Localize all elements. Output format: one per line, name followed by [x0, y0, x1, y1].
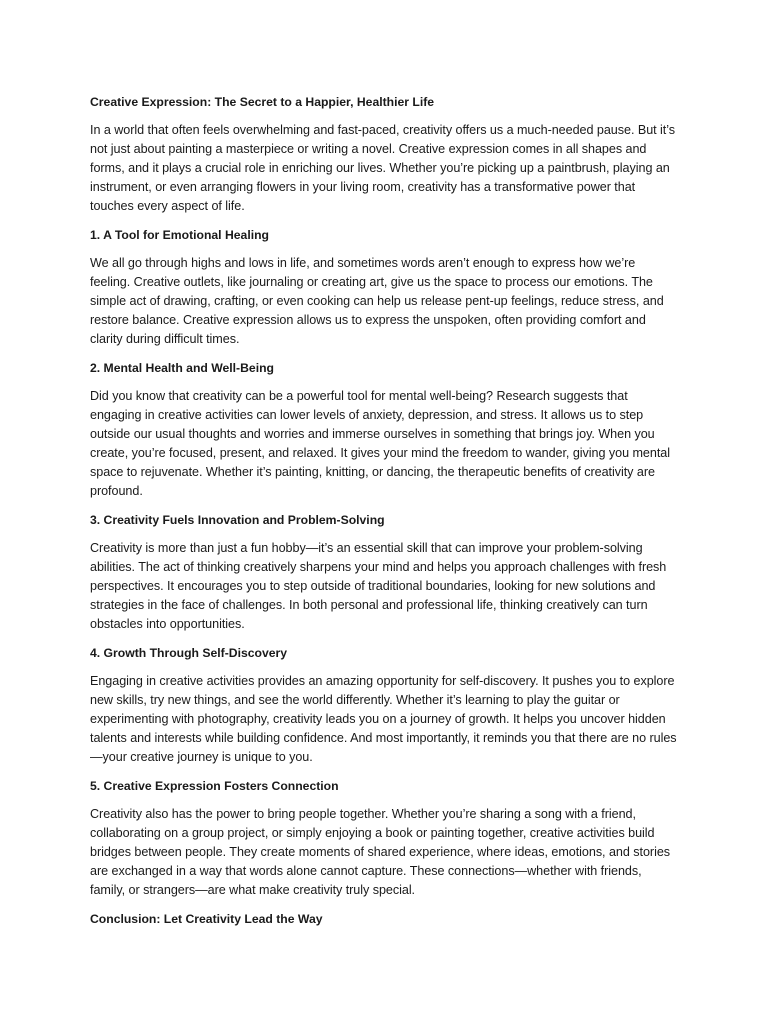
section-body-connection: Creativity also has the power to bring people together. Whether you’re sharing a song with a friend, collaborating on a group project, or simply enjoying a book or painting together, creative activities build bridges between people. They create moments of shared experience, where ideas, emotions, and stories are exchanged in a way that words alone cannot capture. These connections—whether with friends, family, or strangers—are what make creativity truly special.: [90, 807, 671, 897]
section-heading-self-discovery: 4. Growth Through Self-Discovery: [90, 646, 288, 660]
section-body-self-discovery: Engaging in creative activities provides an amazing opportunity for self-discovery. It pushes you to explore new skills, try new things, and see the world differently. Whether it’s learning to play the guitar or experimenting with photography, creativity leads you on a journey of growth. It helps you uncover hidden talents and interests while building confidence. And most importantly, it reminds you that there are no rules—your creative journey is unique to you.: [90, 674, 677, 764]
section-body-innovation: Creativity is more than just a fun hobby—it’s an essential skill that can improve your problem-solving abilities. The act of thinking creatively sharpens your mind and helps you approach challenges with fresh perspectives. It encourages you to step outside of traditional boundaries, looking for new solutions and strategies in the face of challenges. In both personal and professional life, thinking creatively can turn obstacles into opportunities.: [90, 541, 667, 631]
section-heading-mental-health: 2. Mental Health and Well-Being: [90, 361, 274, 375]
conclusion-heading: Conclusion: Let Creativity Lead the Way: [90, 912, 323, 926]
section-heading-innovation: 3. Creativity Fuels Innovation and Problem-Solving: [90, 513, 385, 527]
intro-paragraph: In a world that often feels overwhelming and fast-paced, creativity offers us a much-needed pause. But it’s not just about painting a masterpiece or writing a novel. Creative expression comes in all shapes and forms, and it plays a crucial role in enriching our lives. Whether you’re picking up a paintbrush, playing an instrument, or even arranging flowers in your living room, creativity has a transformative power that touches every aspect of life.: [90, 123, 676, 213]
document-title: Creative Expression: The Secret to a Happier, Healthier Life: [90, 95, 435, 109]
section-body-mental-health: Did you know that creativity can be a powerful tool for mental well-being? Research suggests that engaging in creative activities can lower levels of anxiety, depression, and stress. It allows us to step outside our usual thoughts and worries and immerse ourselves in something that brings joy. When you create, you’re focused, present, and relaxed. It gives your mind the freedom to wander, giving you mental space to rejuvenate. Whether it’s painting, knitting, or dancing, the therapeutic benefits of creativity are profound.: [90, 389, 670, 498]
section-body-emotional-healing: We all go through highs and lows in life, and sometimes words aren’t enough to express how we’re feeling. Creative outlets, like journaling or creating art, give us the space to process our emotions. The simple act of drawing, crafting, or even cooking can help us release pent-up feelings, reduce stress, and restore balance. Creative expression allows us to express the unspoken, often providing comfort and clarity during difficult times.: [90, 256, 664, 346]
document-page: [90, 93, 678, 938]
section-heading-connection: 5. Creative Expression Fosters Connection: [90, 779, 339, 793]
section-heading-emotional-healing: 1. A Tool for Emotional Healing: [90, 228, 269, 242]
